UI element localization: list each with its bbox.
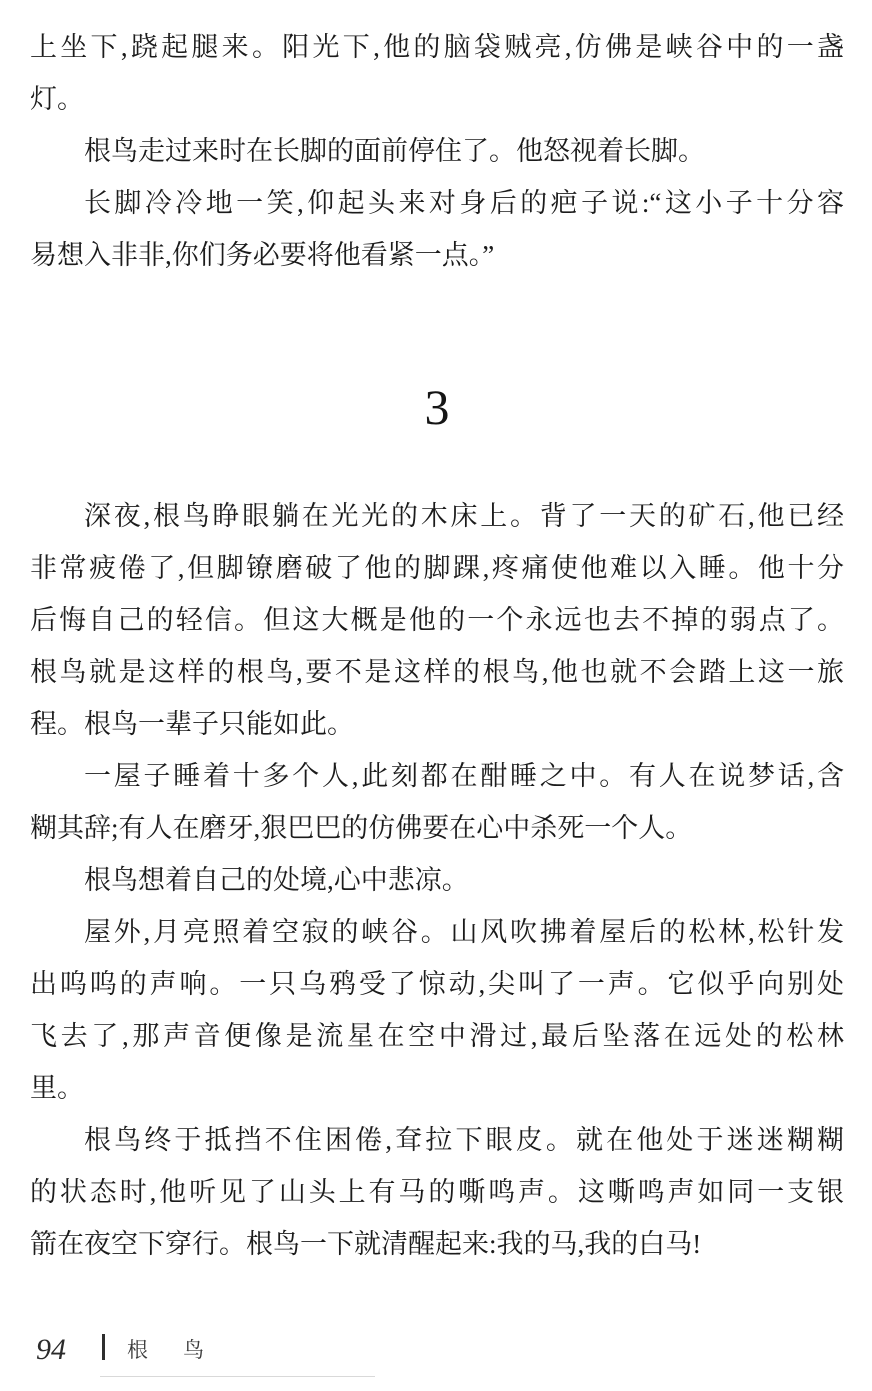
text-line: 灯。: [30, 84, 84, 114]
footer-separator-bar: [102, 1334, 105, 1360]
text-line: 糊其辞;有人在磨牙,狠巴巴的仿佛要在心中杀死一个人。: [30, 813, 693, 843]
text-line: 后悔自己的轻信。但这大概是他的一个永远也去不掉的弱点了。: [30, 605, 844, 635]
text-line: 根鸟就是这样的根鸟,要不是这样的根鸟,他也就不会踏上这一旅: [30, 657, 844, 687]
text-line: 飞去了,那声音便像是流星在空中滑过,最后坠落在远处的松林: [30, 1021, 844, 1051]
text-line: 上坐下,跷起腿来。阳光下,他的脑袋贼亮,仿佛是峡谷中的一盏: [30, 32, 844, 62]
text-line: 程。根鸟一辈子只能如此。: [30, 709, 354, 739]
text-line: 屋外,月亮照着空寂的峡谷。山风吹拂着屋后的松林,松针发: [84, 917, 844, 947]
footer-underline: [100, 1376, 375, 1377]
text-line: 出呜呜的声响。一只乌鸦受了惊动,尖叫了一声。它似乎向别处: [30, 969, 844, 999]
text-line: 的状态时,他听见了山头上有马的嘶鸣声。这嘶鸣声如同一支银: [30, 1177, 844, 1207]
chapter-number: 3: [424, 379, 450, 435]
text-line: 箭在夜空下穿行。根鸟一下就清醒起来:我的马,我的白马!: [30, 1229, 702, 1259]
text-line: 易想入非非,你们务必要将他看紧一点。”: [30, 240, 495, 270]
text-line: 非常疲倦了,但脚镣磨破了他的脚踝,疼痛使他难以入睡。他十分: [30, 553, 844, 583]
text-line: 深夜,根鸟睁眼躺在光光的木床上。背了一天的矿石,他已经: [84, 501, 844, 531]
text-line: 里。: [30, 1073, 84, 1103]
book-title: 根 鸟: [127, 1338, 211, 1362]
text-line: 根鸟想着自己的处境,心中悲凉。: [84, 865, 469, 895]
text-line: 根鸟走过来时在长脚的面前停住了。他怒视着长脚。: [84, 136, 705, 166]
page-footer: [30, 1320, 844, 1366]
text-section-main: [30, 490, 844, 1270]
text-section-top: [30, 21, 844, 281]
page-number: 94: [36, 1333, 66, 1366]
text-line: 一屋子睡着十多个人,此刻都在酣睡之中。有人在说梦话,含: [84, 761, 844, 791]
text-line: 根鸟终于抵挡不住困倦,耷拉下眼皮。就在他处于迷迷糊糊: [84, 1125, 844, 1155]
text-line: 长脚冷冷地一笑,仰起头来对身后的疤子说:“这小子十分容: [84, 188, 844, 218]
